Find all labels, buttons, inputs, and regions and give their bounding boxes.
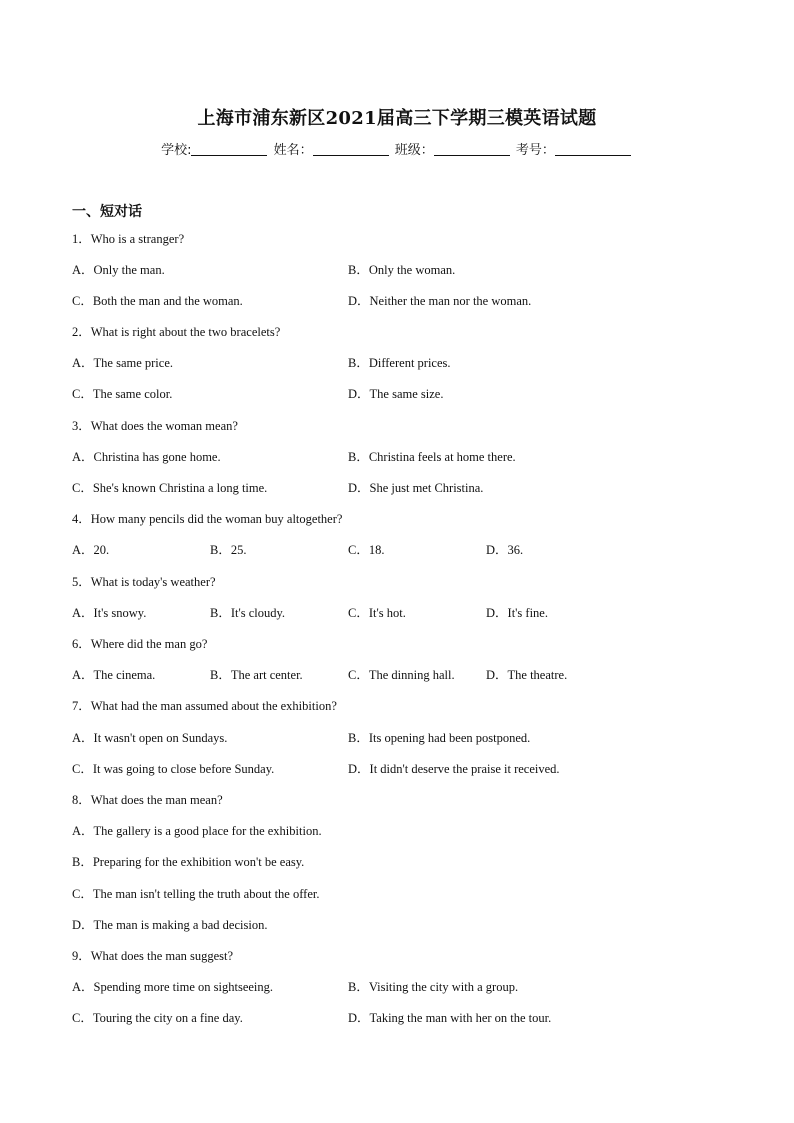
option-d[interactable]: D．The man is making a bad decision.	[72, 918, 268, 932]
question-stem: 7．What had the man assumed about the exhibition?	[72, 699, 337, 713]
option-d[interactable]: D．It didn't deserve the praise it received.	[348, 762, 560, 776]
option-a[interactable]: A．Spending more time on sightseeing.	[72, 980, 274, 994]
option-d[interactable]: D．Neither the man nor the woman.	[348, 294, 532, 308]
option-b[interactable]: B．Different prices.	[348, 356, 451, 370]
option-b[interactable]: B．The art center.	[210, 668, 303, 682]
option-d[interactable]: D．The theatre.	[486, 668, 568, 682]
class-label: 班级：	[394, 143, 434, 158]
option-d[interactable]: D．36.	[486, 543, 524, 557]
school-blank[interactable]	[191, 143, 267, 156]
option-b[interactable]: B．Its opening had been postponed.	[348, 731, 531, 745]
option-a[interactable]: A．It wasn't open on Sundays.	[72, 731, 228, 745]
option-b[interactable]: B．25.	[210, 543, 247, 557]
school-label: 学校:	[161, 143, 192, 158]
option-b[interactable]: B．It's cloudy.	[210, 606, 286, 620]
option-c[interactable]: C．The man isn't telling the truth about the offer.	[72, 887, 320, 901]
exam-number-label: 考号：	[515, 143, 555, 158]
option-d[interactable]: D．It's fine.	[486, 606, 548, 620]
option-d[interactable]: D．She just met Christina.	[348, 481, 484, 495]
option-b[interactable]: B．Only the woman.	[348, 263, 456, 277]
question-stem: 4．How many pencils did the woman buy altogether?	[72, 512, 343, 526]
page-title: 上海市浦东新区2021届高三下学期三模英语试题	[197, 108, 597, 129]
question-stem: 8．What does the man mean?	[72, 793, 223, 807]
question-stem: 9．What does the man suggest?	[72, 949, 234, 963]
option-a[interactable]: A．The gallery is a good place for the exhibition.	[72, 824, 322, 838]
option-b[interactable]: B．Preparing for the exhibition won't be easy.	[72, 855, 305, 869]
option-b[interactable]: B．Visiting the city with a group.	[348, 980, 519, 994]
question-stem: 1．Who is a stranger?	[72, 232, 185, 246]
question-stem: 2．What is right about the two bracelets?	[72, 325, 281, 339]
option-c[interactable]: C．Both the man and the woman.	[72, 294, 243, 308]
question-stem: 6．Where did the man go?	[72, 637, 208, 651]
option-c[interactable]: C．Touring the city on a fine day.	[72, 1011, 243, 1025]
exam-number-blank[interactable]	[555, 143, 631, 156]
option-a[interactable]: A．Only the man.	[72, 263, 165, 277]
name-label: 姓名：	[273, 143, 313, 158]
student-info-line	[0, 139, 794, 158]
class-blank[interactable]	[434, 143, 510, 156]
option-a[interactable]: A．The cinema.	[72, 668, 156, 682]
option-c[interactable]: C．The dinning hall.	[348, 668, 455, 682]
option-c[interactable]: C．The same color.	[72, 387, 173, 401]
option-a[interactable]: A．It's snowy.	[72, 606, 147, 620]
option-b[interactable]: B．Christina feels at home there.	[348, 450, 516, 464]
question-stem: 5．What is today's weather?	[72, 575, 216, 589]
option-d[interactable]: D．Taking the man with her on the tour.	[348, 1011, 552, 1025]
option-d[interactable]: D．The same size.	[348, 387, 444, 401]
option-c[interactable]: C．She's known Christina a long time.	[72, 481, 268, 495]
section-title: 一、短对话	[72, 204, 142, 220]
option-c[interactable]: C．It was going to close before Sunday.	[72, 762, 275, 776]
option-a[interactable]: A．The same price.	[72, 356, 174, 370]
option-c[interactable]: C．18.	[348, 543, 385, 557]
name-blank[interactable]	[313, 143, 389, 156]
question-stem: 3．What does the woman mean?	[72, 419, 238, 433]
option-a[interactable]: A．Christina has gone home.	[72, 450, 221, 464]
option-a[interactable]: A．20.	[72, 543, 110, 557]
option-c[interactable]: C．It's hot.	[348, 606, 406, 620]
